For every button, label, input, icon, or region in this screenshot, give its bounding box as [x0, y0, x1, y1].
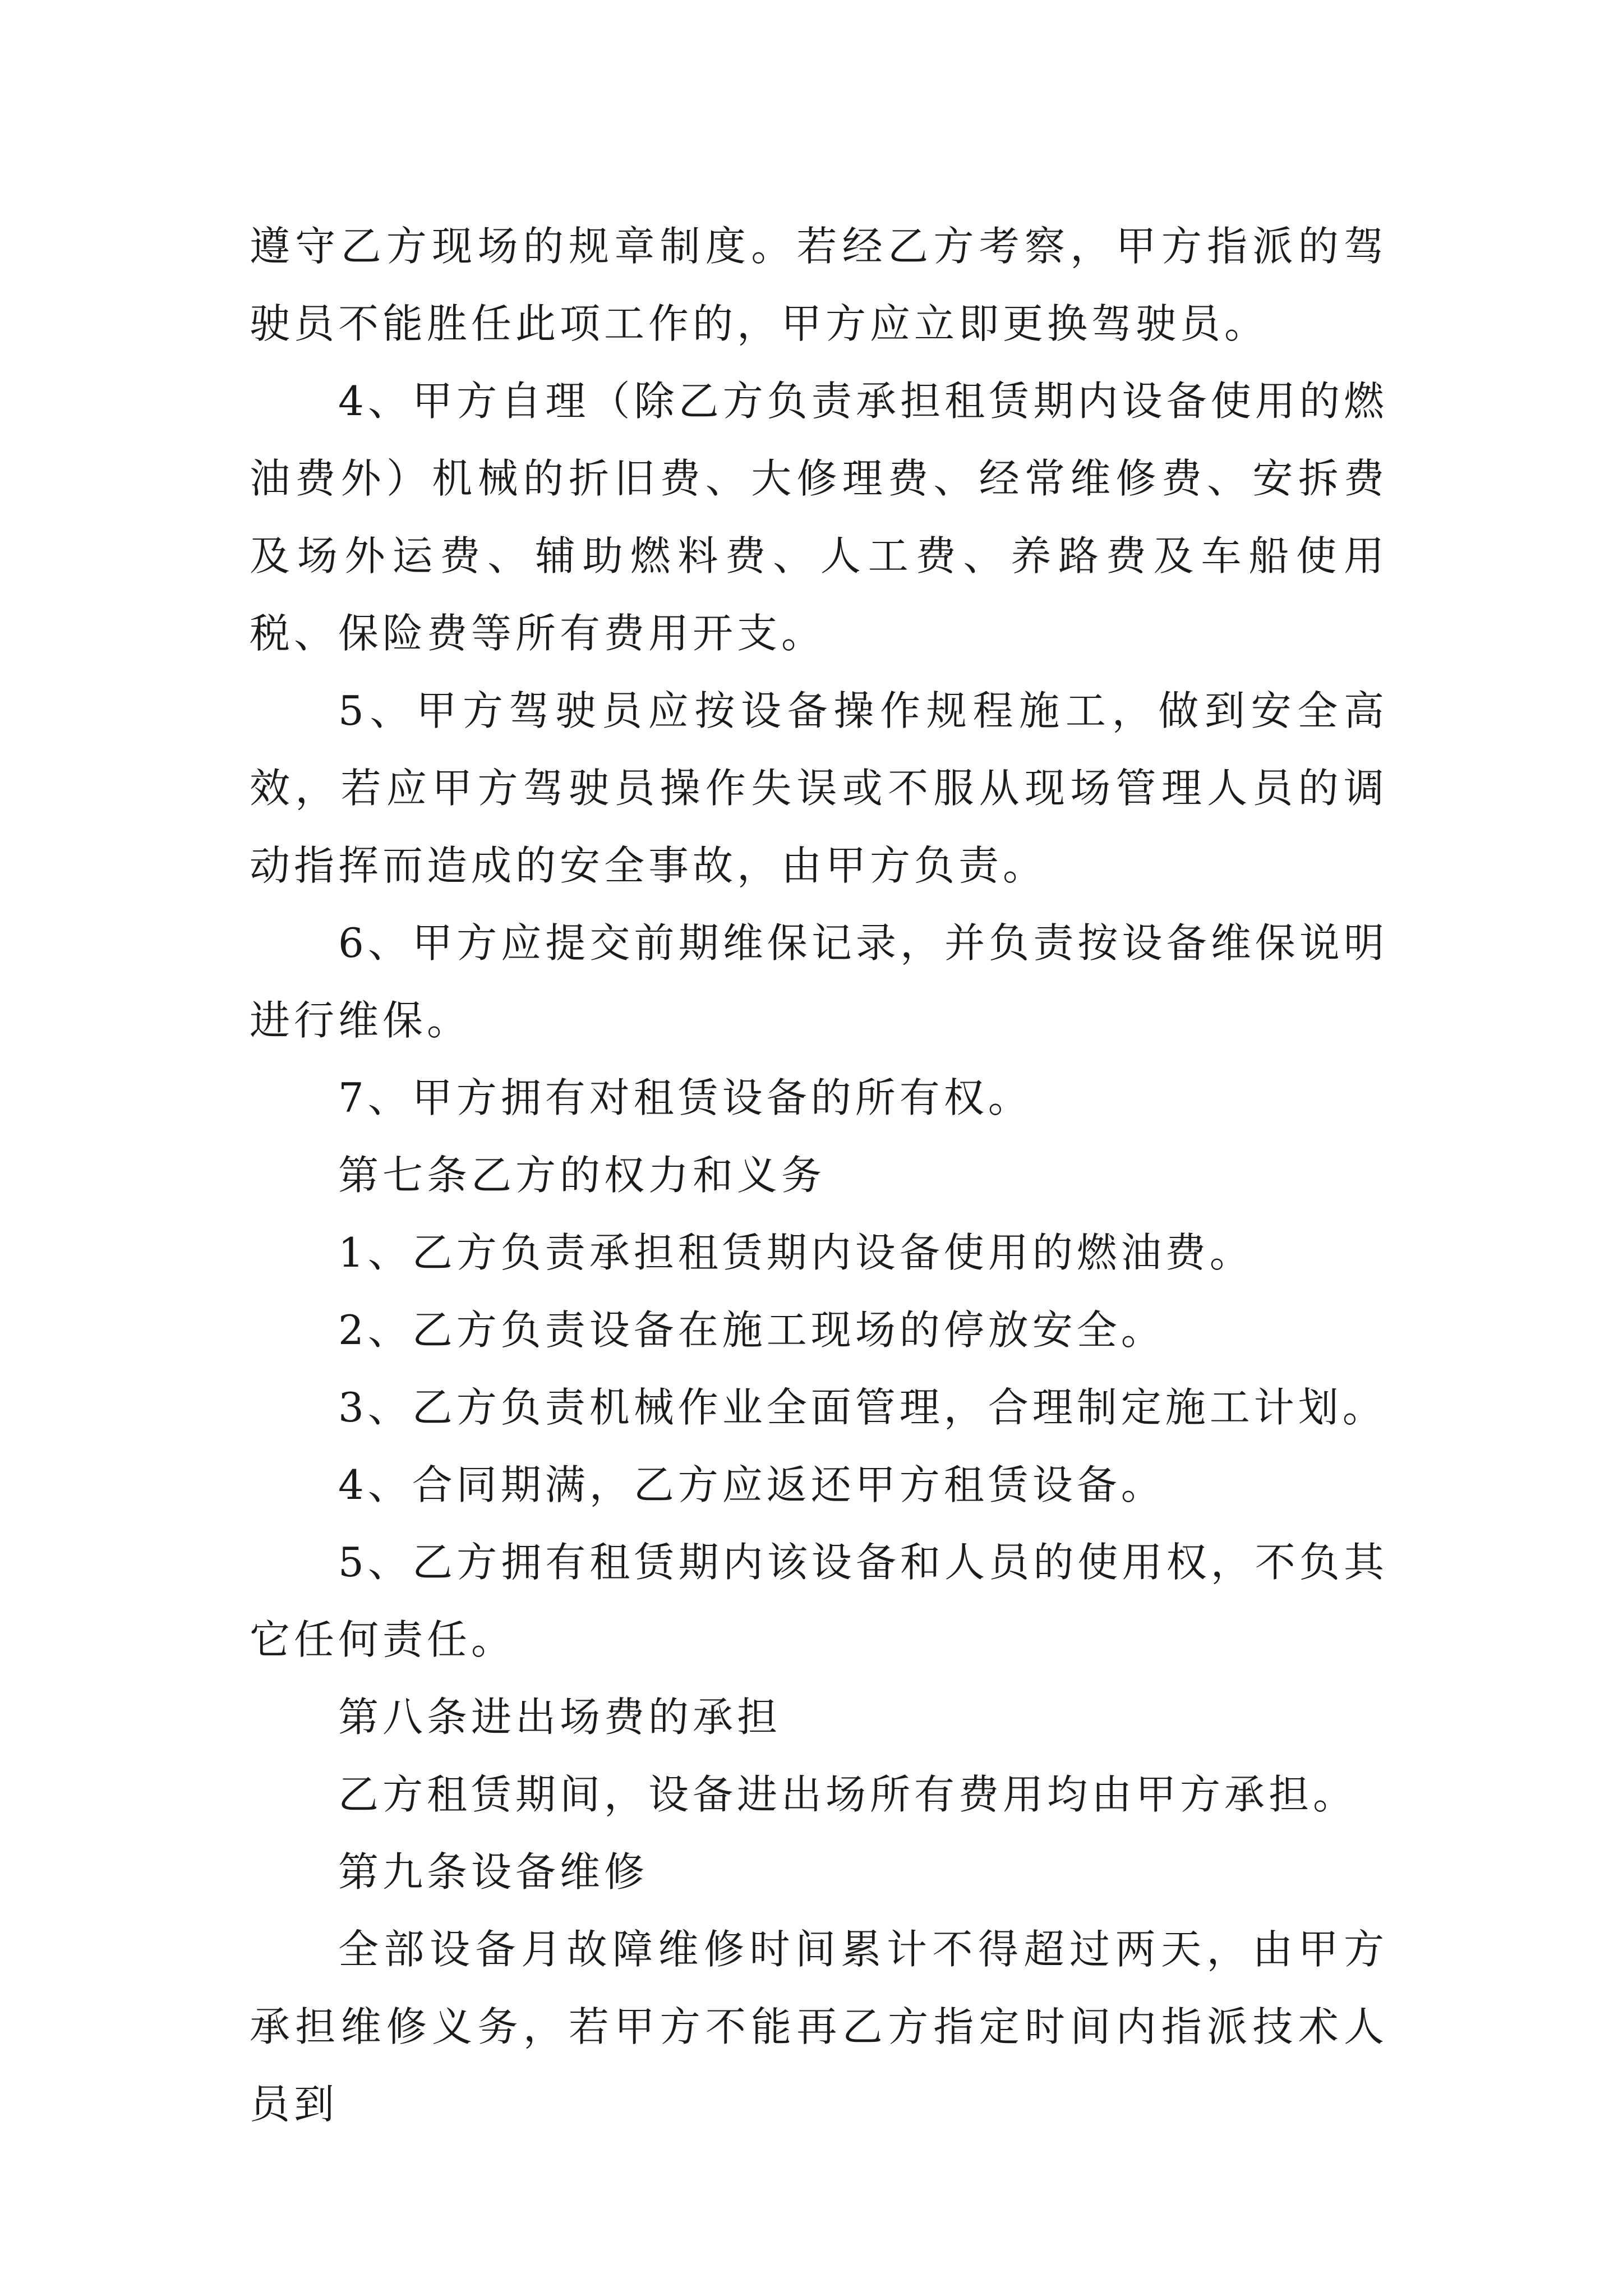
paragraph: 3、乙方负责机械作业全面管理，合理制定施工计划。	[338, 1384, 1387, 1431]
paragraph: 5、甲方驾驶员应按设备操作规程施工，做到安全高效，若应甲方驾驶员操作失误或不服从现场管理人员的调动指挥而造成的安全事故，由甲方负责。	[250, 687, 1388, 889]
paragraph: 4、合同期满，乙方应返还甲方租赁设备。	[338, 1461, 1165, 1508]
paragraph: 全部设备月故障维修时间累计不得超过两天，由甲方承担维修义务，若甲方不能再乙方指定时间内指派技术人员到	[250, 1926, 1388, 2128]
paragraph: 7、甲方拥有对租赁设备的所有权。	[338, 1074, 1032, 1121]
paragraph: 乙方租赁期间，设备进出场所有费用均由甲方承担。	[338, 1771, 1358, 1818]
section-heading: 第八条进出场费的承担	[338, 1694, 782, 1741]
paragraph: 6、甲方应提交前期维保记录，并负责按设备维保说明进行维保。	[250, 919, 1388, 1044]
paragraph: 4、甲方自理（除乙方负责承担租赁期内设备使用的燃油费外）机械的折旧费、大修理费、经常维修费、安拆费及场外运费、辅助燃料费、人工费、养路费及车船使用税、保险费等所有费用开支。	[250, 378, 1388, 657]
paragraph: 5、乙方拥有租赁期内该设备和人员的使用权，不负其它任何责任。	[250, 1539, 1388, 1663]
section-heading: 第九条设备维修	[338, 1848, 649, 1895]
section-heading: 第七条乙方的权力和义务	[338, 1152, 826, 1199]
paragraph: 1、乙方负责承担租赁期内设备使用的燃油费。	[338, 1229, 1254, 1276]
paragraph: 2、乙方负责设备在施工现场的停放安全。	[338, 1306, 1165, 1354]
document-body	[250, 208, 1388, 2143]
paragraph: 遵守乙方现场的规章制度。若经乙方考察，甲方指派的驾驶员不能胜任此项工作的，甲方应立即更换驾驶员。	[250, 223, 1388, 347]
